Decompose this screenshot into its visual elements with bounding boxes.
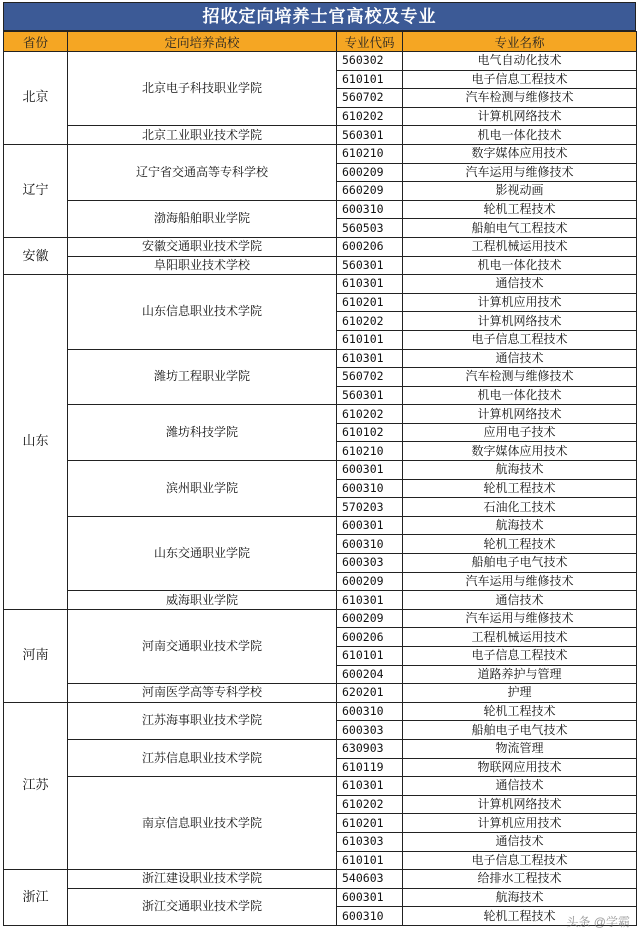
school-cell: 阜阳职业技术学校 <box>68 256 337 275</box>
major-code-cell: 570203 <box>337 498 403 517</box>
major-code-cell: 620201 <box>337 684 403 703</box>
header-province: 省份 <box>4 32 68 52</box>
major-code-cell: 600310 <box>337 479 403 498</box>
major-name-cell: 计算机应用技术 <box>403 814 637 833</box>
header-school: 定向培养高校 <box>68 32 337 52</box>
major-name-cell: 计算机网络技术 <box>403 312 637 331</box>
header-code: 专业代码 <box>337 32 403 52</box>
major-name-cell: 工程机械运用技术 <box>403 237 637 256</box>
major-code-cell: 600310 <box>337 200 403 219</box>
major-code-cell: 600301 <box>337 888 403 907</box>
schools-table <box>3 31 637 926</box>
table-row <box>4 52 637 71</box>
major-name-cell: 通信技术 <box>403 349 637 368</box>
major-code-cell: 610101 <box>337 851 403 870</box>
school-cell: 潍坊科技学院 <box>68 405 337 461</box>
major-code-cell: 610101 <box>337 647 403 666</box>
major-code-cell: 610101 <box>337 330 403 349</box>
major-code-cell: 610202 <box>337 107 403 126</box>
major-name-cell: 工程机械运用技术 <box>403 628 637 647</box>
major-code-cell: 600310 <box>337 535 403 554</box>
major-name-cell: 船舶电子电气技术 <box>403 721 637 740</box>
table-row <box>4 405 637 424</box>
major-name-cell: 通信技术 <box>403 275 637 294</box>
school-cell: 北京工业职业技术学院 <box>68 126 337 145</box>
major-name-cell: 航海技术 <box>403 888 637 907</box>
major-code-cell: 610301 <box>337 777 403 796</box>
table-row <box>4 256 637 275</box>
table-row <box>4 702 637 721</box>
school-cell: 滨州职业学院 <box>68 461 337 517</box>
school-cell: 渤海船舶职业学院 <box>68 200 337 237</box>
table-row <box>4 349 637 368</box>
major-code-cell: 600301 <box>337 461 403 480</box>
major-code-cell: 600303 <box>337 554 403 573</box>
school-cell: 潍坊工程职业学院 <box>68 349 337 405</box>
major-name-cell: 数字媒体应用技术 <box>403 442 637 461</box>
major-name-cell: 汽车检测与维修技术 <box>403 368 637 387</box>
major-code-cell: 560302 <box>337 52 403 71</box>
major-name-cell: 汽车运用与维修技术 <box>403 572 637 591</box>
major-code-cell: 560503 <box>337 219 403 238</box>
major-code-cell: 560301 <box>337 126 403 145</box>
major-code-cell: 600209 <box>337 572 403 591</box>
major-name-cell: 物联网应用技术 <box>403 758 637 777</box>
major-code-cell: 540603 <box>337 870 403 889</box>
major-name-cell: 机电一体化技术 <box>403 386 637 405</box>
province-cell: 山东 <box>4 275 68 610</box>
major-code-cell: 610101 <box>337 70 403 89</box>
major-name-cell: 应用电子技术 <box>403 423 637 442</box>
major-code-cell: 600209 <box>337 163 403 182</box>
major-code-cell: 600310 <box>337 907 403 926</box>
school-cell: 浙江交通职业技术学院 <box>68 888 337 925</box>
major-code-cell: 660209 <box>337 182 403 201</box>
major-code-cell: 600209 <box>337 609 403 628</box>
major-code-cell: 600206 <box>337 628 403 647</box>
page-title: 招收定向培养士官高校及专业 <box>3 2 636 31</box>
major-name-cell: 轮机工程技术 <box>403 479 637 498</box>
table-row <box>4 591 637 610</box>
table-row <box>4 200 637 219</box>
major-code-cell: 560702 <box>337 89 403 108</box>
school-cell: 浙江建设职业技术学院 <box>68 870 337 889</box>
table-body <box>4 52 637 926</box>
major-code-cell: 610210 <box>337 442 403 461</box>
school-cell: 山东交通职业学院 <box>68 516 337 590</box>
major-name-cell: 计算机网络技术 <box>403 795 637 814</box>
major-name-cell: 数字媒体应用技术 <box>403 144 637 163</box>
major-name-cell: 通信技术 <box>403 777 637 796</box>
major-code-cell: 600303 <box>337 721 403 740</box>
table-row <box>4 516 637 535</box>
province-cell: 河南 <box>4 609 68 702</box>
major-code-cell: 600301 <box>337 516 403 535</box>
major-name-cell: 物流管理 <box>403 739 637 758</box>
major-name-cell: 石油化工技术 <box>403 498 637 517</box>
major-name-cell: 电子信息工程技术 <box>403 647 637 666</box>
province-cell: 安徽 <box>4 237 68 274</box>
major-code-cell: 560301 <box>337 386 403 405</box>
major-code-cell: 600204 <box>337 665 403 684</box>
school-cell: 河南交通职业技术学院 <box>68 609 337 683</box>
major-name-cell: 轮机工程技术 <box>403 702 637 721</box>
school-cell: 安徽交通职业技术学院 <box>68 237 337 256</box>
major-name-cell: 电子信息工程技术 <box>403 330 637 349</box>
major-name-cell: 通信技术 <box>403 591 637 610</box>
province-cell: 江苏 <box>4 702 68 869</box>
table-row <box>4 126 637 145</box>
major-name-cell: 计算机网络技术 <box>403 405 637 424</box>
major-code-cell: 560301 <box>337 256 403 275</box>
major-name-cell: 汽车运用与维修技术 <box>403 609 637 628</box>
major-code-cell: 610303 <box>337 832 403 851</box>
major-name-cell: 航海技术 <box>403 516 637 535</box>
table-row <box>4 888 637 907</box>
major-name-cell: 船舶电子电气技术 <box>403 554 637 573</box>
province-cell: 北京 <box>4 52 68 145</box>
table-row <box>4 144 637 163</box>
major-name-cell: 机电一体化技术 <box>403 126 637 145</box>
major-name-cell: 电子信息工程技术 <box>403 851 637 870</box>
table-row <box>4 739 637 758</box>
major-code-cell: 610201 <box>337 814 403 833</box>
major-code-cell: 610119 <box>337 758 403 777</box>
major-code-cell: 610202 <box>337 795 403 814</box>
school-cell: 威海职业学院 <box>68 591 337 610</box>
major-name-cell: 给排水工程技术 <box>403 870 637 889</box>
major-code-cell: 610202 <box>337 405 403 424</box>
major-name-cell: 轮机工程技术 <box>403 535 637 554</box>
major-code-cell: 630903 <box>337 739 403 758</box>
major-code-cell: 600310 <box>337 702 403 721</box>
major-code-cell: 610301 <box>337 275 403 294</box>
header-major: 专业名称 <box>403 32 637 52</box>
table-row <box>4 609 637 628</box>
watermark: 头条 @学霸 <box>566 915 630 929</box>
school-cell: 南京信息职业技术学院 <box>68 777 337 870</box>
major-code-cell: 610102 <box>337 423 403 442</box>
major-name-cell: 通信技术 <box>403 832 637 851</box>
major-name-cell: 航海技术 <box>403 461 637 480</box>
major-code-cell: 610202 <box>337 312 403 331</box>
major-name-cell: 船舶电气工程技术 <box>403 219 637 238</box>
table-header-row <box>4 32 637 52</box>
major-name-cell: 计算机应用技术 <box>403 293 637 312</box>
major-name-cell: 汽车检测与维修技术 <box>403 89 637 108</box>
school-cell: 河南医学高等专科学校 <box>68 684 337 703</box>
major-code-cell: 610210 <box>337 144 403 163</box>
major-name-cell: 电气自动化技术 <box>403 52 637 71</box>
major-code-cell: 610201 <box>337 293 403 312</box>
table-row <box>4 684 637 703</box>
major-name-cell: 计算机网络技术 <box>403 107 637 126</box>
major-name-cell: 汽车运用与维修技术 <box>403 163 637 182</box>
major-code-cell: 610301 <box>337 349 403 368</box>
school-cell: 辽宁省交通高等专科学校 <box>68 144 337 200</box>
province-cell: 辽宁 <box>4 144 68 237</box>
table-row <box>4 777 637 796</box>
major-code-cell: 560702 <box>337 368 403 387</box>
major-name-cell: 护理 <box>403 684 637 703</box>
major-name-cell: 机电一体化技术 <box>403 256 637 275</box>
major-name-cell: 轮机工程技术 <box>403 200 637 219</box>
major-name-cell: 轮机工程技术 <box>403 907 637 926</box>
school-cell: 山东信息职业技术学院 <box>68 275 337 349</box>
major-name-cell: 电子信息工程技术 <box>403 70 637 89</box>
major-code-cell: 600206 <box>337 237 403 256</box>
school-cell: 北京电子科技职业学院 <box>68 52 337 126</box>
table-row <box>4 870 637 889</box>
school-cell: 江苏海事职业技术学院 <box>68 702 337 739</box>
table-row <box>4 461 637 480</box>
major-name-cell: 影视动画 <box>403 182 637 201</box>
major-name-cell: 道路养护与管理 <box>403 665 637 684</box>
table-row <box>4 275 637 294</box>
table-row <box>4 237 637 256</box>
province-cell: 浙江 <box>4 870 68 926</box>
school-cell: 江苏信息职业技术学院 <box>68 739 337 776</box>
major-code-cell: 610301 <box>337 591 403 610</box>
